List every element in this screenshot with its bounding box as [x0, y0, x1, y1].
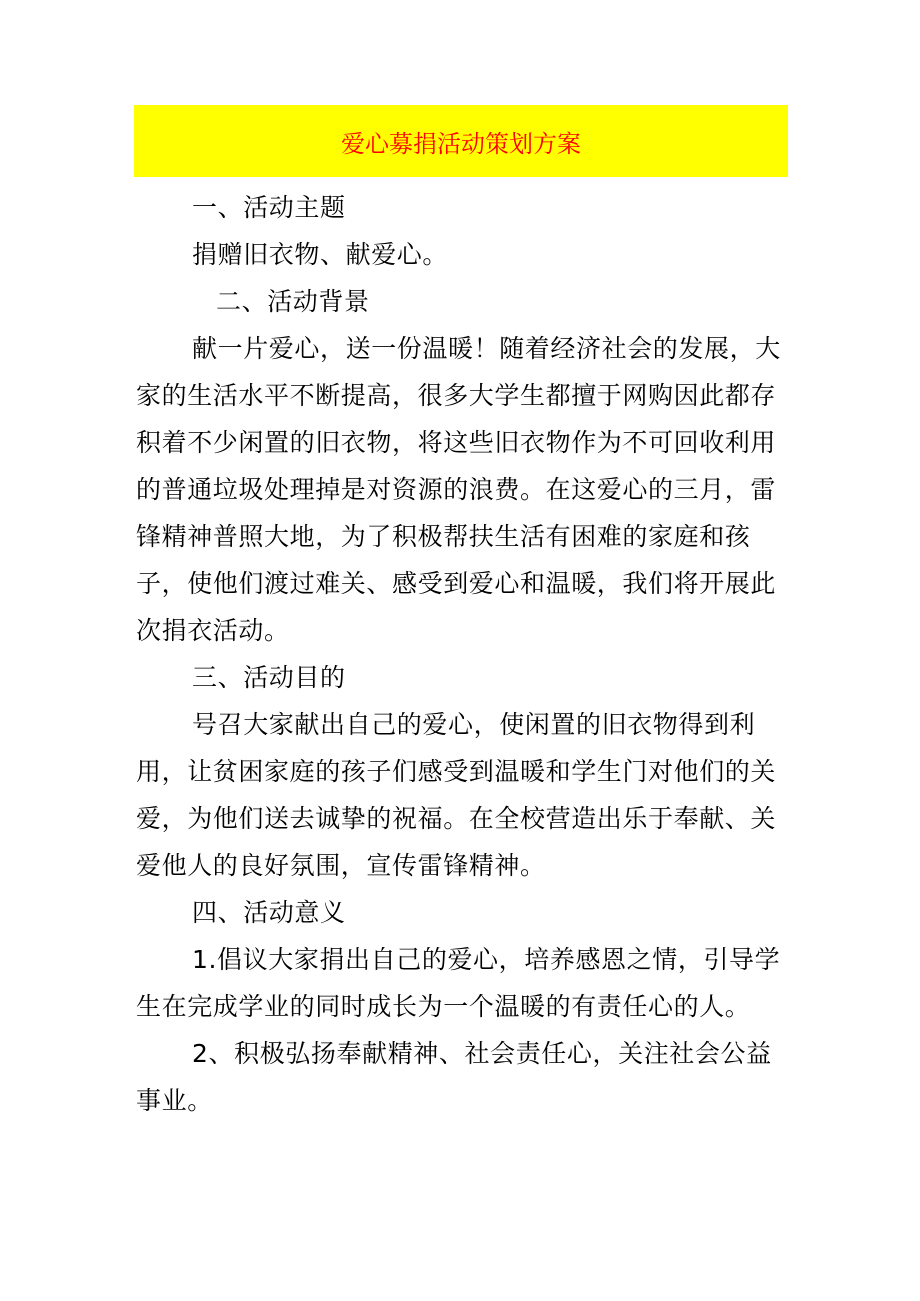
section-heading-significance: 四、活动意义 — [192, 898, 346, 927]
title-banner — [134, 105, 788, 177]
section-heading-theme: 一、活动主题 — [192, 193, 346, 222]
paragraph-significance-2: 2、积极弘扬奉献精神、社会责任心，关注社会公益事业。 — [136, 1039, 772, 1115]
paragraph-significance-1: 1.倡议大家捐出自己的爱心，培养感恩之情，引导学生在完成学业的同时成长为一个温暖的有责任心的人。 — [136, 945, 781, 1021]
section-heading-background: 二、活动背景 — [216, 287, 370, 316]
section-heading-purpose: 三、活动目的 — [192, 663, 346, 692]
document-title: 爱心募捐活动策划方案 — [341, 129, 581, 158]
paragraph-theme: 捐赠旧衣物、献爱心。 — [192, 240, 449, 269]
paragraph-background: 献一片爱心，送一份温暖！随着经济社会的发展，大家的生活水平不断提高，很多大学生都擅于网购因此都存积着不少闲置的旧衣物，将这些旧衣物作为不可回收利用的普通垃圾处理掉是对资源的浪费。在这爱心的三月，雷锋精神普照大地，为了积极帮扶生活有困难的家庭和孩子，使他们渡过难关、感受到爱心和温暖，我们将开展此次捐衣活动。 — [136, 334, 781, 645]
document-body — [136, 184, 796, 1124]
paragraph-purpose: 号召大家献出自己的爱心，使闲置的旧衣物得到利用，让贫困家庭的孩子们感受到温暖和学生门对他们的关爱，为他们送去诚挚的祝福。在全校营造出乐于奉献、关爱他人的良好氛围，宣传雷锋精神。 — [136, 710, 777, 880]
